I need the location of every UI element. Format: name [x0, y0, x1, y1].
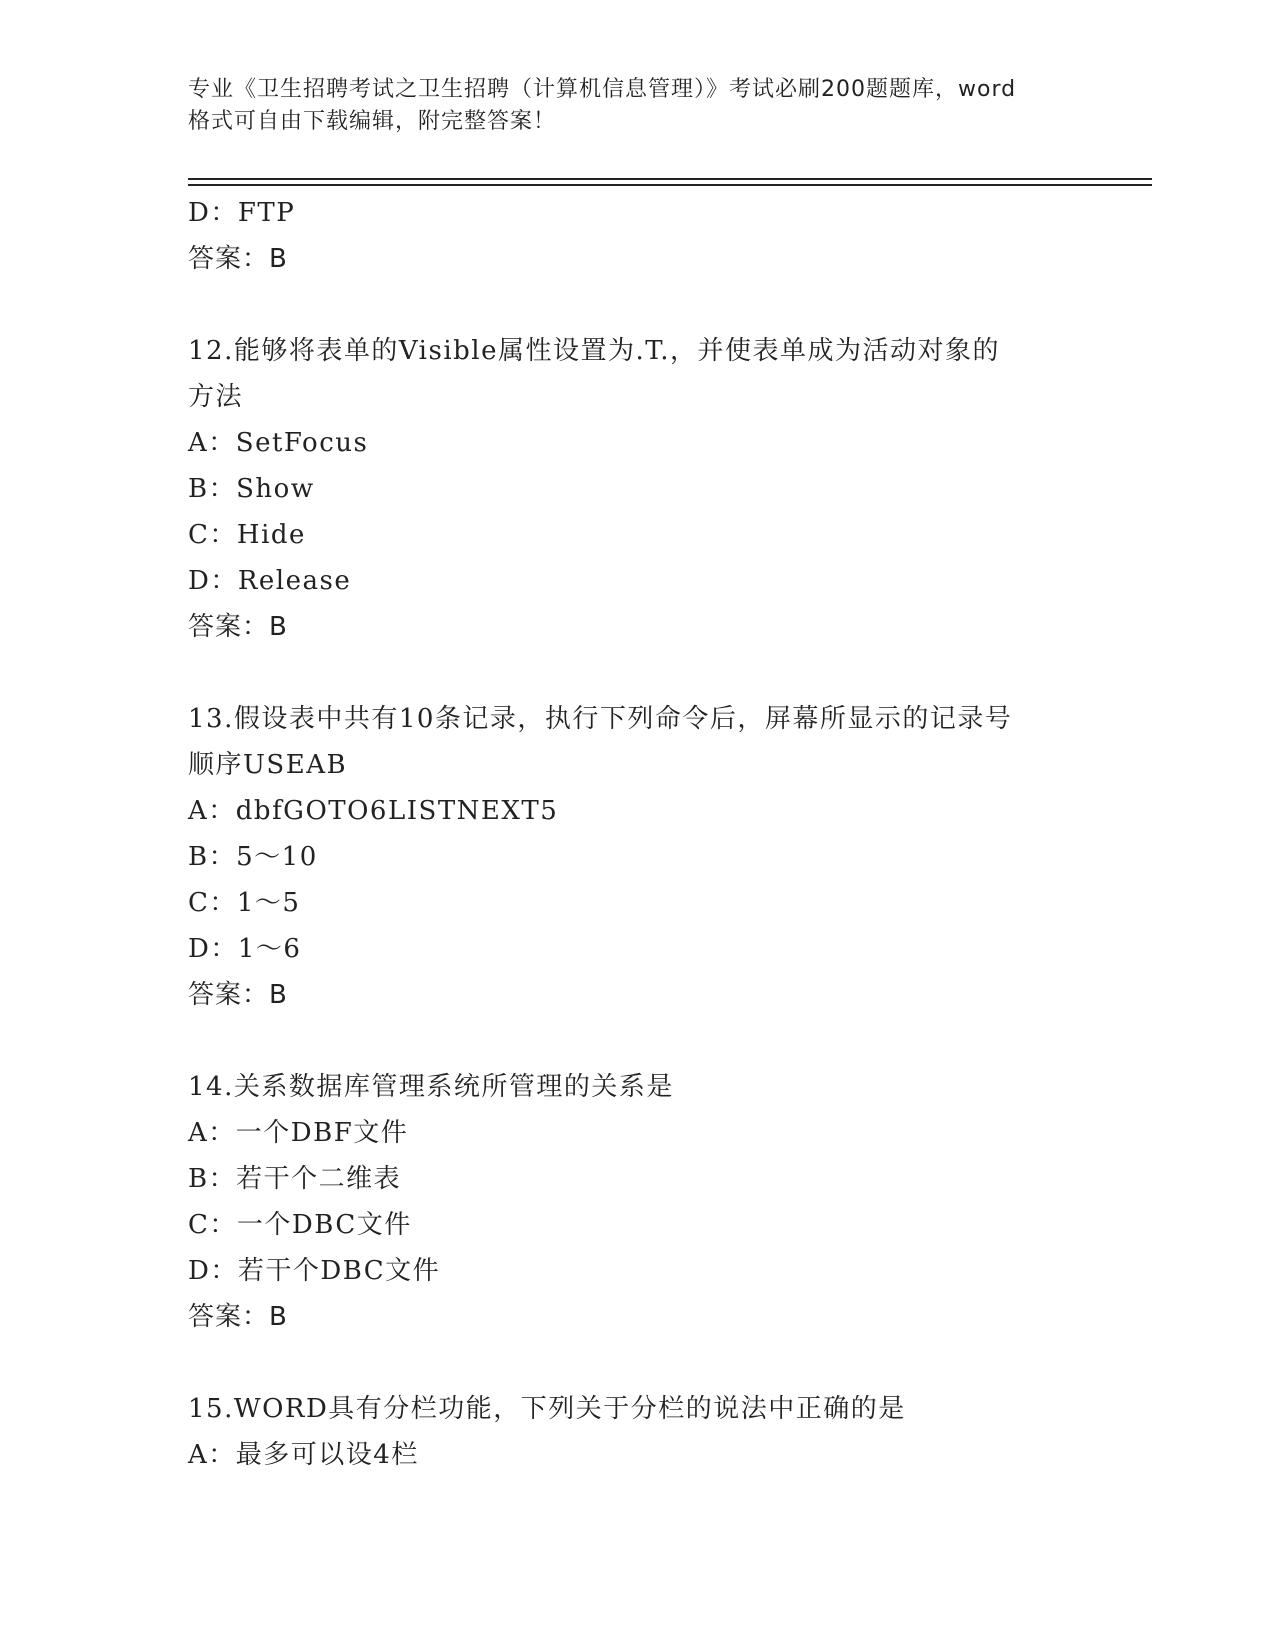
option-b: B：若干个二维表: [188, 1164, 402, 1194]
answer-line: 答案：B: [188, 1302, 288, 1332]
question-stem-continued: 方法: [188, 382, 244, 412]
option-d: D：FTP: [188, 198, 296, 228]
header-divider-top: [188, 178, 1152, 180]
question-stem-continued: 顺序USEAB: [188, 750, 348, 780]
question-13: [188, 696, 1088, 1018]
header-line-1: 专业《卫生招聘考试之卫生招聘（计算机信息管理）》考试必刷200题题库，word: [188, 77, 1017, 102]
spacer: [188, 1018, 1088, 1064]
spacer: [188, 282, 1088, 328]
option-a: A：最多可以设4栏: [188, 1440, 419, 1470]
question-stem: 14.关系数据库管理系统所管理的关系是: [188, 1072, 674, 1102]
answer-line: 答案：B: [188, 980, 288, 1010]
question-stem: 13.假设表中共有10条记录，执行下列命令后，屏幕所显示的记录号: [188, 704, 1013, 734]
answer-line: 答案：B: [188, 612, 288, 642]
answer-line: 答案：B: [188, 244, 288, 274]
document-body: [188, 190, 1088, 1478]
document-header: [188, 74, 1088, 138]
header-divider-bottom: [188, 184, 1152, 186]
option-b: B：Show: [188, 474, 315, 504]
spacer: [188, 1340, 1088, 1386]
option-a: A：dbfGOTO6LISTNEXT5: [188, 796, 559, 826]
option-b: B：5～10: [188, 842, 318, 872]
question-12: [188, 328, 1088, 650]
option-a: A：一个DBF文件: [188, 1118, 409, 1148]
option-a: A：SetFocus: [188, 428, 369, 458]
question-stem: 15.WORD具有分栏功能，下列关于分栏的说法中正确的是: [188, 1394, 906, 1424]
question-15: [188, 1386, 1088, 1478]
option-c: C：一个DBC文件: [188, 1210, 412, 1240]
question-11-fragment: [188, 190, 1088, 282]
option-c: C：1～5: [188, 888, 301, 918]
option-d: D：1～6: [188, 934, 302, 964]
header-line-2: 格式可自由下载编辑，附完整答案！: [188, 109, 557, 134]
option-d: D：Release: [188, 566, 352, 596]
question-stem: 12.能够将表单的Visible属性设置为.T.，并使表单成为活动对象的: [188, 336, 1001, 366]
option-c: C：Hide: [188, 520, 306, 550]
question-14: [188, 1064, 1088, 1340]
spacer: [188, 650, 1088, 696]
option-d: D：若干个DBC文件: [188, 1256, 441, 1286]
